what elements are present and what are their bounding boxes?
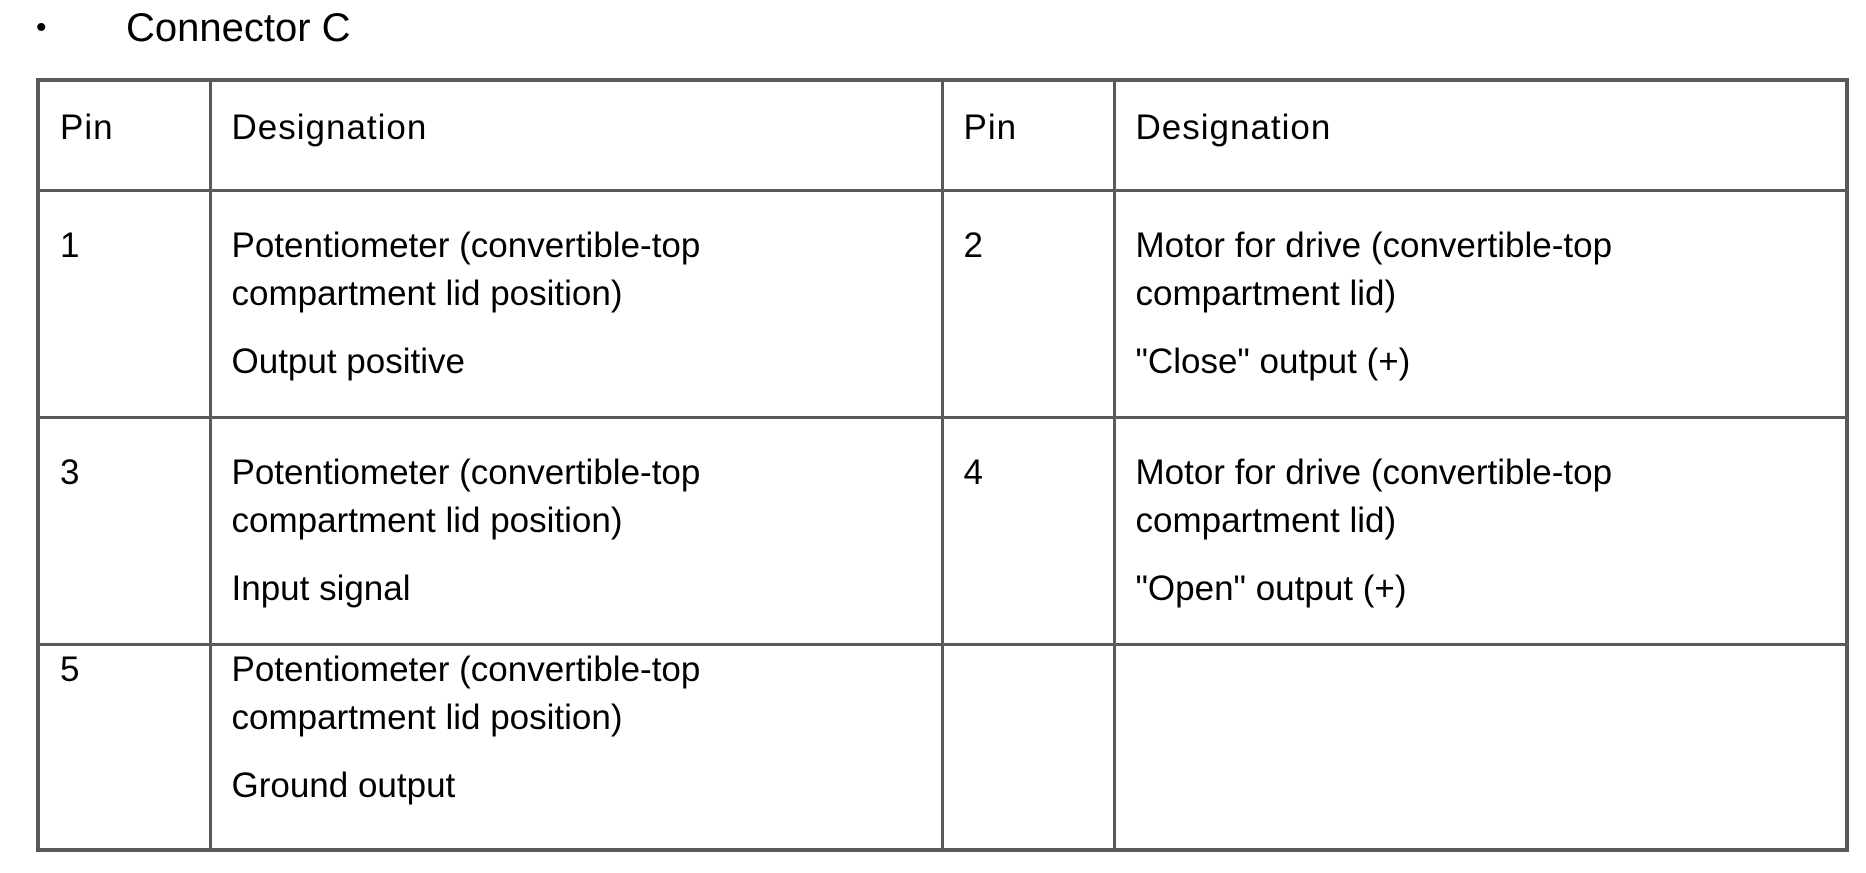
pin-cell: 1 <box>38 190 210 417</box>
designation-line: compartment lid position) <box>231 273 623 313</box>
designation-signal: "Open" output (+) <box>1135 568 1407 608</box>
designation-line: Motor for drive (convertible-top <box>1135 225 1613 265</box>
header-designation-right: Designation <box>1114 80 1847 190</box>
designation-signal: Ground output <box>231 765 456 805</box>
designation-cell <box>1114 417 1847 644</box>
pin-cell: 3 <box>38 417 210 644</box>
section-title: Connector C <box>126 6 351 50</box>
table-row <box>38 644 1847 850</box>
designation-line: compartment lid) <box>1135 500 1397 540</box>
designation-signal: Input signal <box>231 568 411 608</box>
designation-line: Motor for drive (convertible-top <box>1135 452 1613 492</box>
pin-table <box>36 78 1849 852</box>
designation-line: Potentiometer (convertible-top <box>231 649 701 689</box>
header-pin-right: Pin <box>942 80 1114 190</box>
pin-cell-empty <box>942 644 1114 850</box>
designation-line: compartment lid position) <box>231 500 623 540</box>
table-header-row <box>38 80 1847 190</box>
designation-signal: Output positive <box>231 341 465 381</box>
designation-line: Potentiometer (convertible-top <box>231 452 701 492</box>
designation-cell <box>210 644 942 850</box>
designation-line: compartment lid position) <box>231 697 623 737</box>
section-heading <box>36 0 351 56</box>
header-designation-left: Designation <box>210 80 942 190</box>
designation-signal: "Close" output (+) <box>1135 341 1411 381</box>
designation-line: compartment lid) <box>1135 273 1397 313</box>
header-pin-left: Pin <box>38 80 210 190</box>
pin-cell: 4 <box>942 417 1114 644</box>
pin-cell: 2 <box>942 190 1114 417</box>
pin-cell: 5 <box>38 644 210 850</box>
designation-cell-empty <box>1114 644 1847 850</box>
designation-cell <box>1114 190 1847 417</box>
table-row <box>38 417 1847 644</box>
bullet-icon: • <box>36 11 47 44</box>
designation-line: Potentiometer (convertible-top <box>231 225 701 265</box>
designation-cell <box>210 190 942 417</box>
table-row <box>38 190 1847 417</box>
designation-cell <box>210 417 942 644</box>
